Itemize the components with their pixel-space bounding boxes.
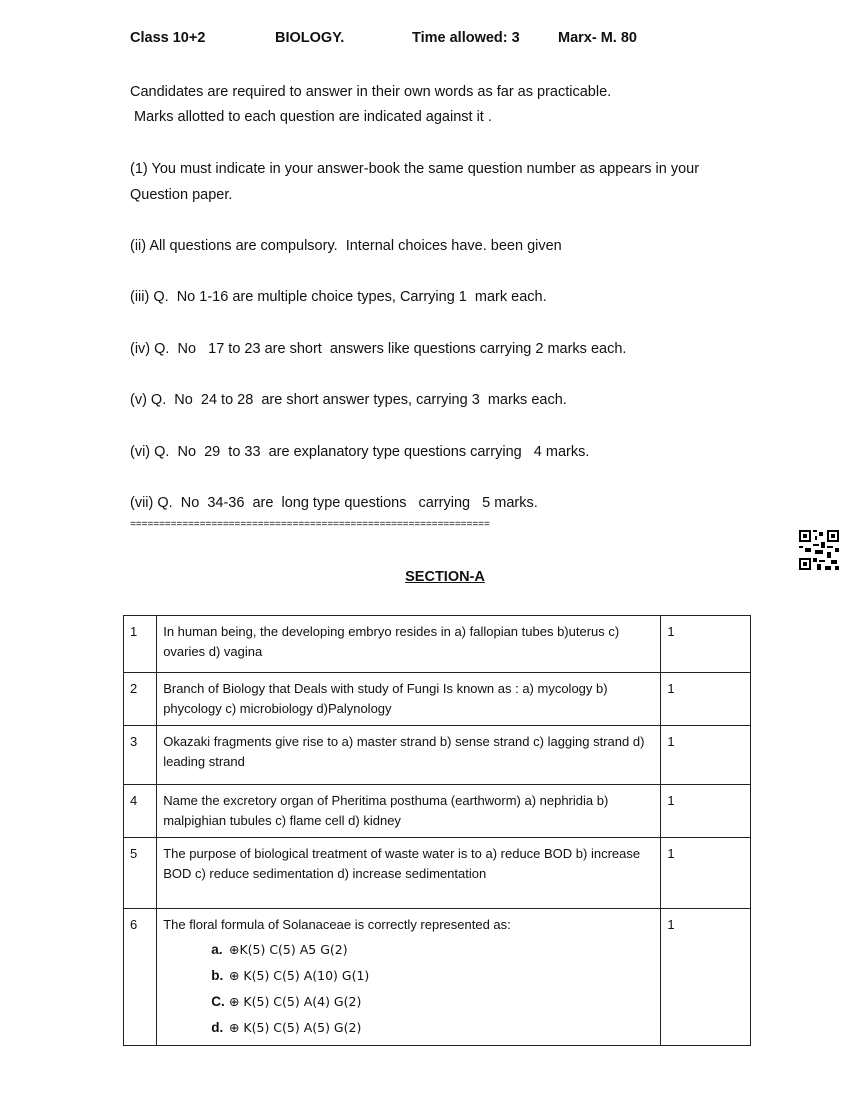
- subject-label: BIOLOGY.: [275, 30, 345, 46]
- question-number: 3: [124, 726, 157, 785]
- table-row: [124, 616, 751, 673]
- question-cell: [157, 909, 661, 1046]
- option-formula: ⊕K(5) C(5) A5 G(2): [228, 942, 348, 957]
- instruction-2: (ii) All questions are compulsory. Internal choices have. been given: [130, 238, 562, 254]
- time-allowed-label: Time allowed: 3: [412, 30, 520, 46]
- question-text: The floral formula of Solanaceae is correctly represented as:: [163, 917, 511, 932]
- option-b: [211, 963, 654, 989]
- option-label: C.: [211, 994, 225, 1009]
- question-marks: 1: [661, 838, 751, 909]
- option-formula: ⊕ K(5) C(5) A(5) G(2): [228, 1020, 362, 1035]
- table-row: [124, 909, 751, 1046]
- instruction-3: (iii) Q. No 1-16 are multiple choice types, Carrying 1 mark each.: [130, 289, 547, 305]
- instruction-7: (vii) Q. No 34-36 are long type questions carrying 5 marks.: [130, 495, 538, 511]
- question-marks: 1: [661, 616, 751, 673]
- option-c: [211, 989, 654, 1015]
- instruction-candidates: Candidates are required to answer in their own words as far as practicable.: [130, 84, 612, 100]
- paper-header: [130, 30, 690, 50]
- question-text: The purpose of biological treatment of waste water is to a) reduce BOD b) increase BOD c) reduce sedimentation d) increase sedimentation: [157, 838, 661, 909]
- question-marks: 1: [661, 785, 751, 838]
- qr-code-icon: [799, 530, 839, 570]
- table-row: [124, 726, 751, 785]
- table-row: [124, 785, 751, 838]
- question-number: 5: [124, 838, 157, 909]
- question-marks: 1: [661, 673, 751, 726]
- option-label: a.: [211, 942, 223, 957]
- questions-table: [123, 615, 751, 1046]
- question-marks: 1: [661, 726, 751, 785]
- option-a: [211, 937, 654, 963]
- option-label: b.: [211, 968, 224, 983]
- option-formula: ⊕ K(5) C(5) A(4) G(2): [228, 994, 362, 1009]
- question-number: 2: [124, 673, 157, 726]
- instruction-4: (iv) Q. No 17 to 23 are short answers like questions carrying 2 marks each.: [130, 341, 627, 357]
- question-text: Name the excretory organ of Pheritima posthuma (earthworm) a) nephridia b) malpighian tubules c) flame cell d) kidney: [157, 785, 661, 838]
- question-text: In human being, the developing embryo resides in a) fallopian tubes b)uterus c) ovaries d) vagina: [157, 616, 661, 673]
- question-number: 4: [124, 785, 157, 838]
- option-label: d.: [211, 1020, 224, 1035]
- section-a-title: SECTION-A: [405, 569, 485, 585]
- instruction-6: (vi) Q. No 29 to 33 are explanatory type questions carrying 4 marks.: [130, 444, 590, 460]
- option-d: [211, 1015, 654, 1041]
- question-text: Okazaki fragments give rise to a) master strand b) sense strand c) lagging strand d) leading strand: [157, 726, 661, 785]
- table-row: [124, 673, 751, 726]
- question-text: Branch of Biology that Deals with study of Fungi Is known as : a) mycology b) phycology c) microbiology d)Palynology: [157, 673, 661, 726]
- instruction-5: (v) Q. No 24 to 28 are short answer types, carrying 3 marks each.: [130, 392, 567, 408]
- table-row: [124, 838, 751, 909]
- question-marks: 1: [661, 909, 751, 1046]
- instruction-1: (1) You must indicate in your answer-book the same question number as appears in your Question paper.: [130, 161, 704, 203]
- class-label: Class 10+2: [130, 30, 206, 46]
- question-number: 1: [124, 616, 157, 673]
- instruction-marks-note: Marks allotted to each question are indicated against it .: [134, 109, 492, 125]
- max-marks-label: Marx- M. 80: [558, 30, 637, 46]
- options-list: [211, 937, 654, 1041]
- question-number: 6: [124, 909, 157, 1046]
- option-formula: ⊕ K(5) C(5) A(10) G(1): [228, 968, 370, 983]
- divider-line: ==============================================================: [130, 520, 490, 531]
